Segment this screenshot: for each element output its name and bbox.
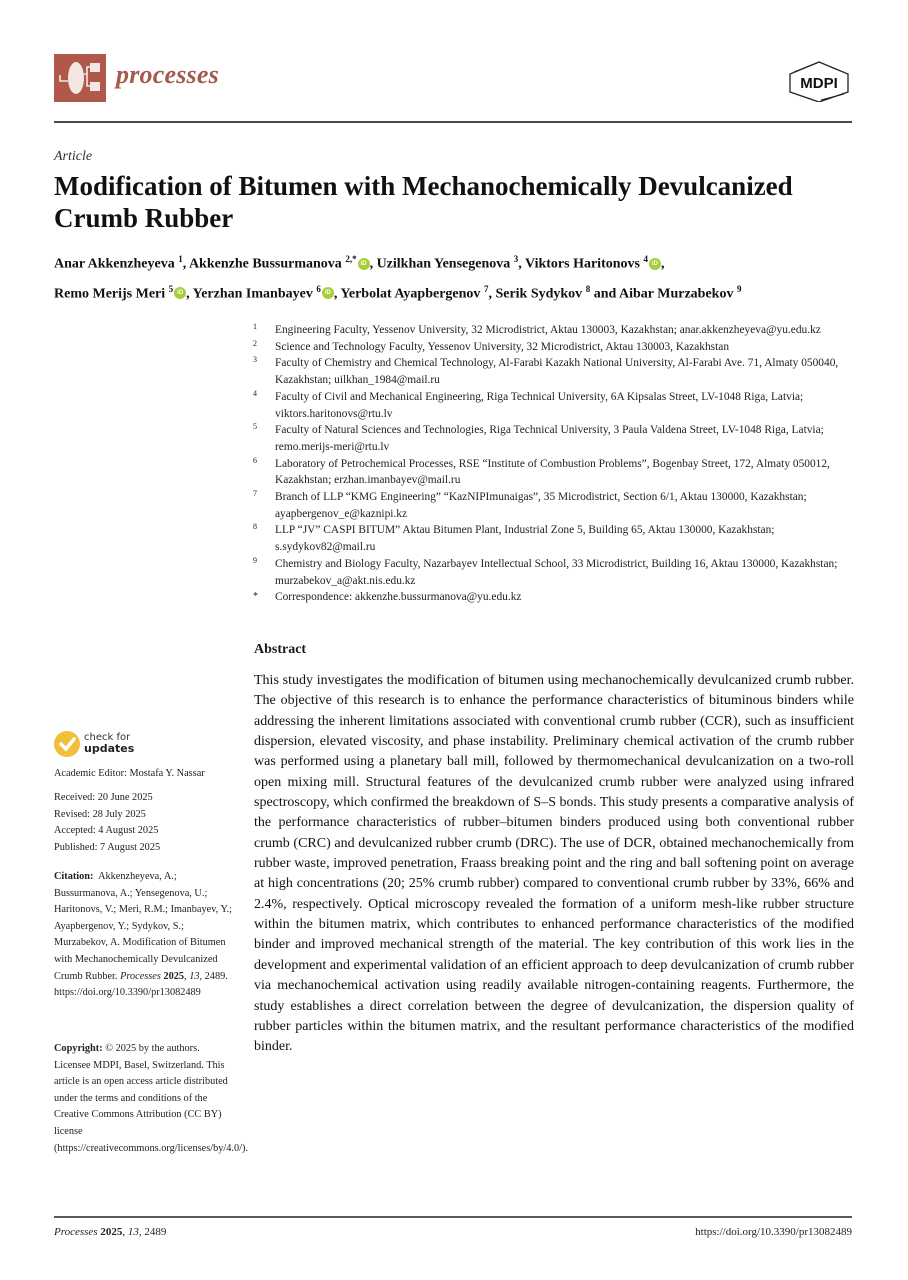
affiliation-number: 9 xyxy=(253,555,257,565)
footer-divider xyxy=(54,1216,852,1218)
affiliation-item xyxy=(250,522,860,555)
affiliation-text: Faculty of Chemistry and Chemical Technology, Al-Farabi Kazakh National University, Al-Farabi Ave. 71, Almaty 050040, Kazakhstan; uilkhan_1984@mail.ru xyxy=(275,357,839,387)
article-type: Article xyxy=(54,149,93,164)
author-affiliation-marker: 8 xyxy=(585,283,591,294)
citation-doi-link[interactable]: , 2489. https://doi.org/10.3390/pr13082489 xyxy=(54,970,228,999)
page-header xyxy=(54,54,854,104)
affiliation-text: Science and Technology Faculty, Yessenov University, 32 Microdistrict, Aktau 130003, Kazakhstan xyxy=(275,340,730,353)
citation-volume: 13 xyxy=(189,970,200,982)
affiliation-number: 1 xyxy=(253,322,257,331)
author-affiliation-marker: 4 xyxy=(643,254,648,264)
affiliation-text: Engineering Faculty, Yessenov University, 32 Microdistrict, Aktau 130003, Kazakhstan; anar.akkenzheyeva@yu.edu.kz xyxy=(275,324,821,336)
title-line-2: Crumb Rubber xyxy=(54,203,234,233)
header-divider xyxy=(54,121,852,123)
author-affiliation-marker: 5 xyxy=(168,283,174,294)
orcid-icon[interactable]: iD xyxy=(358,258,370,270)
author-affiliation-marker: 6 xyxy=(316,283,321,294)
author-affiliation-marker: 1 xyxy=(178,254,183,264)
affiliation-item xyxy=(250,589,860,606)
affiliation-number: 8 xyxy=(253,522,257,532)
title-line-1: Modification of Bitumen with Mechanochemically Devulcanized xyxy=(54,171,793,201)
author-affiliation-marker: 7 xyxy=(483,283,489,294)
affiliation-item xyxy=(250,422,860,455)
academic-editor: Academic Editor: Mostafa Y. Nassar xyxy=(54,768,205,779)
journal-name: processes xyxy=(116,60,219,89)
author-name: Remo Merijs Meri xyxy=(54,286,169,302)
received-date: Received: 20 June 2025 xyxy=(54,792,153,803)
check-updates-label xyxy=(84,732,134,754)
footer-article-no: , 2489 xyxy=(138,1226,167,1238)
citation-year: 2025 xyxy=(163,970,185,982)
affiliation-text: Correspondence: akkenzhe.bussurmanova@yu.edu.kz xyxy=(275,591,522,604)
affiliation-number: * xyxy=(253,591,258,603)
affiliation-number: 3 xyxy=(253,355,257,365)
affiliation-item xyxy=(250,556,860,589)
orcid-icon[interactable]: iD xyxy=(649,258,661,270)
publication-dates xyxy=(54,790,234,856)
affiliation-number: 5 xyxy=(253,422,257,432)
author-affiliation-marker: 3 xyxy=(513,254,519,264)
affiliation-text: Laboratory of Petrochemical Processes, RSE “Institute of Combustion Problems”, Bogenbay Street, 172, Almaty 050012, Kazakhstan; erzhan.imanbayev@mail.ru xyxy=(275,457,830,487)
copyright-label: Copyright: xyxy=(54,1043,103,1054)
affiliation-item xyxy=(250,456,860,489)
citation-label: Citation: xyxy=(54,871,94,882)
svg-text:MDPI: MDPI xyxy=(800,75,838,92)
footer-journal: Processes xyxy=(54,1226,98,1238)
footer-doi-link[interactable]: https://doi.org/10.3390/pr13082489 xyxy=(695,1226,852,1238)
author-name: Anar Akkenzheyeva xyxy=(54,256,179,272)
citation-block: Citation: Akkenzheyeva, A.; Bussurmanova, A.; Yensegenova, U.; Haritonovs, V.; Meri, R.M.; Imanbayev, Y.; Ayapbergenov, Y.; Sydykov, S.; Murzabekov, A. Modification of Bitumen with Mechanochemically Devulcanized Crumb Rubber. Processes 2025, 13, 2489. https://doi.org/10.3390/pr13082489 xyxy=(54,871,232,999)
affiliation-text: LLP “JV” CASPI BITUM” Aktau Bitumen Plant, Industrial Zone 5, Building 65, Aktau 130000, Kazakhstan; s.sydykov82@mail.ru xyxy=(275,524,775,554)
author-name: Serik Sydykov xyxy=(495,286,586,302)
published-date: Published: 7 August 2025 xyxy=(54,841,161,853)
affiliation-number: 2 xyxy=(253,338,257,348)
affiliation-text: Branch of LLP “KMG Engineering” “KazNIPImunaigas”, 35 Microdistrict, Section 6/1, Aktau 130000, Kazakhstan; ayapbergenov_e@kaznipi.kz xyxy=(275,491,807,520)
author-name: Yerzhan Imanbayev xyxy=(192,286,317,302)
check-for-updates-button[interactable] xyxy=(54,731,174,759)
check-updates-icon xyxy=(54,731,80,757)
affiliation-item xyxy=(250,322,860,339)
copyright-block xyxy=(54,1041,248,1157)
affiliation-number: 7 xyxy=(253,489,257,499)
journal-logo-icon xyxy=(54,54,106,102)
affiliation-item xyxy=(250,389,860,422)
author-name: Aibar Murzabekov xyxy=(619,286,737,302)
mdpi-logo-icon xyxy=(784,60,854,102)
orcid-icon[interactable]: iD xyxy=(322,287,334,299)
abstract-heading: Abstract xyxy=(254,642,307,657)
author-name: Viktors Haritonovs xyxy=(524,256,644,272)
citation-journal: Processes xyxy=(120,970,161,982)
accepted-date: Accepted: 4 August 2025 xyxy=(54,825,159,837)
copyright-text: © 2025 by the authors. Licensee MDPI, Basel, Switzerland. This article is an open access article distributed under the terms and conditions of the Creative Commons Attribution (CC BY) license (https://creativecommons.org/licenses/by/4.0/). xyxy=(54,1043,248,1154)
footer-volume: 13 xyxy=(127,1226,139,1238)
abstract-text: This study investigates the modification of bitumen using mechanochemically devulcanized crumb rubber. The objective of this research is to enhance the performance characteristics of bituminous binders while addressing the inherent limitations associated with conventional crumb rubber (CCR), such as insufficient dispersion, elevated viscosity, and phase instability. Preliminary chemical activation of the crumb rubber was performed using a planetary ball mill, followed by thermomechanical devulcanization on a two-roll open mixing mill. Structural features of the devulcanized crumb rubber were analyzed using infrared spectroscopy, which confirmed the breakdown of S–S bonds. This study presents a comparative analysis of the performance characteristics of rubber–bitumen binders produced using both conventional rubber crumb (CRC) and devulcanized rubber crumb (DRC). The use of DCR, obtained mechanochemically from rubber waste, improved penetration, Fraass breaking point and the ring and ball softening point on average at high concentrations (20; 25% crumb rubber) compared to conventional crumb rubber by 33%, 66% and 2.4%, respectively. Optical microscopy revealed the formation of a uniform mesh-like rubber structure within the bitumen matrix, which contributes to enhanced performance characteristics of the modified binder and improved mechanical strength of the material. The key contribution of this work lies in the development and experimental validation of an efficient approach to deep devulcanization of crumb rubber via mechanochemical activation using readily available nitrogen-containing reagents. Furthermore, the study establishes a direct correlation between the degree of devulcanization, the dispersion quality of rubber particles within the bitumen matrix, and the resultant performance characteristics of the modified binder. xyxy=(254,673,854,1055)
check-updates-line1: check for xyxy=(84,732,131,743)
citation-text: Akkenzheyeva, A.; Bussurmanova, A.; Yensegenova, U.; Haritonovs, V.; Meri, R.M.; Imanbayev, Y.; Ayapbergenov, Y.; Sydykov, S.; Murzabekov, A. Modification of Bitumen with Mechanochemically Devulcanized Crumb Rubber. xyxy=(54,871,232,982)
author-name: Yerbolat Ayapbergenov xyxy=(340,286,484,302)
footer-year: 2025 xyxy=(100,1226,123,1238)
author-name: Akkenzhe Bussurmanova xyxy=(188,256,346,272)
affiliation-text: Chemistry and Biology Faculty, Nazarbayev Intellectual School, 33 Microdistrict, Building 16, Aktau 130000, Kazakhstan; murzabekov_a@akt.nis.edu.kz xyxy=(275,557,838,587)
affiliation-number: 6 xyxy=(253,455,257,465)
revised-date: Revised: 28 July 2025 xyxy=(54,808,146,820)
affiliation-item xyxy=(250,489,860,522)
affiliations-list xyxy=(250,322,860,606)
author-name: Uzilkhan Yensegenova xyxy=(376,256,514,272)
check-updates-line2: updates xyxy=(84,742,135,755)
affiliation-item xyxy=(250,355,860,388)
author-affiliation-marker: 2,* xyxy=(345,254,357,264)
orcid-icon[interactable]: iD xyxy=(174,287,186,299)
author-affiliation-marker: 9 xyxy=(736,283,742,294)
author-list: Anar Akkenzheyeva $^1$, Akkenzhe Bussurmanova $^{2,*}$ iD , Uzilkhan Yensegenova $^3$, Viktors Haritonovs $^4$ iD , Remo Merijs Meri $^5$ iD , Yerzhan Imanbayev $^6$ iD , Yerbolat Ayapbergenov $^7$, Serik Sydykov $^8$ and Aibar Murzabekov $^9$ xyxy=(54,254,742,302)
affiliation-text: Faculty of Civil and Mechanical Engineering, Riga Technical University, 6A Kipsalas Street, LV-1048 Riga, Latvia; viktors.haritonovs@rtu.lv xyxy=(275,390,804,420)
article-title xyxy=(54,170,874,234)
affiliation-number: 4 xyxy=(253,388,257,398)
footer-citation: Processes 2025, 13, 2489 xyxy=(54,1226,167,1238)
affiliation-text: Faculty of Natural Sciences and Technologies, Riga Technical University, 3 Paula Valdena Street, LV-1048 Riga, Latvia; remo.merijs-meri@rtu.lv xyxy=(275,424,824,453)
affiliation-item xyxy=(250,339,860,356)
